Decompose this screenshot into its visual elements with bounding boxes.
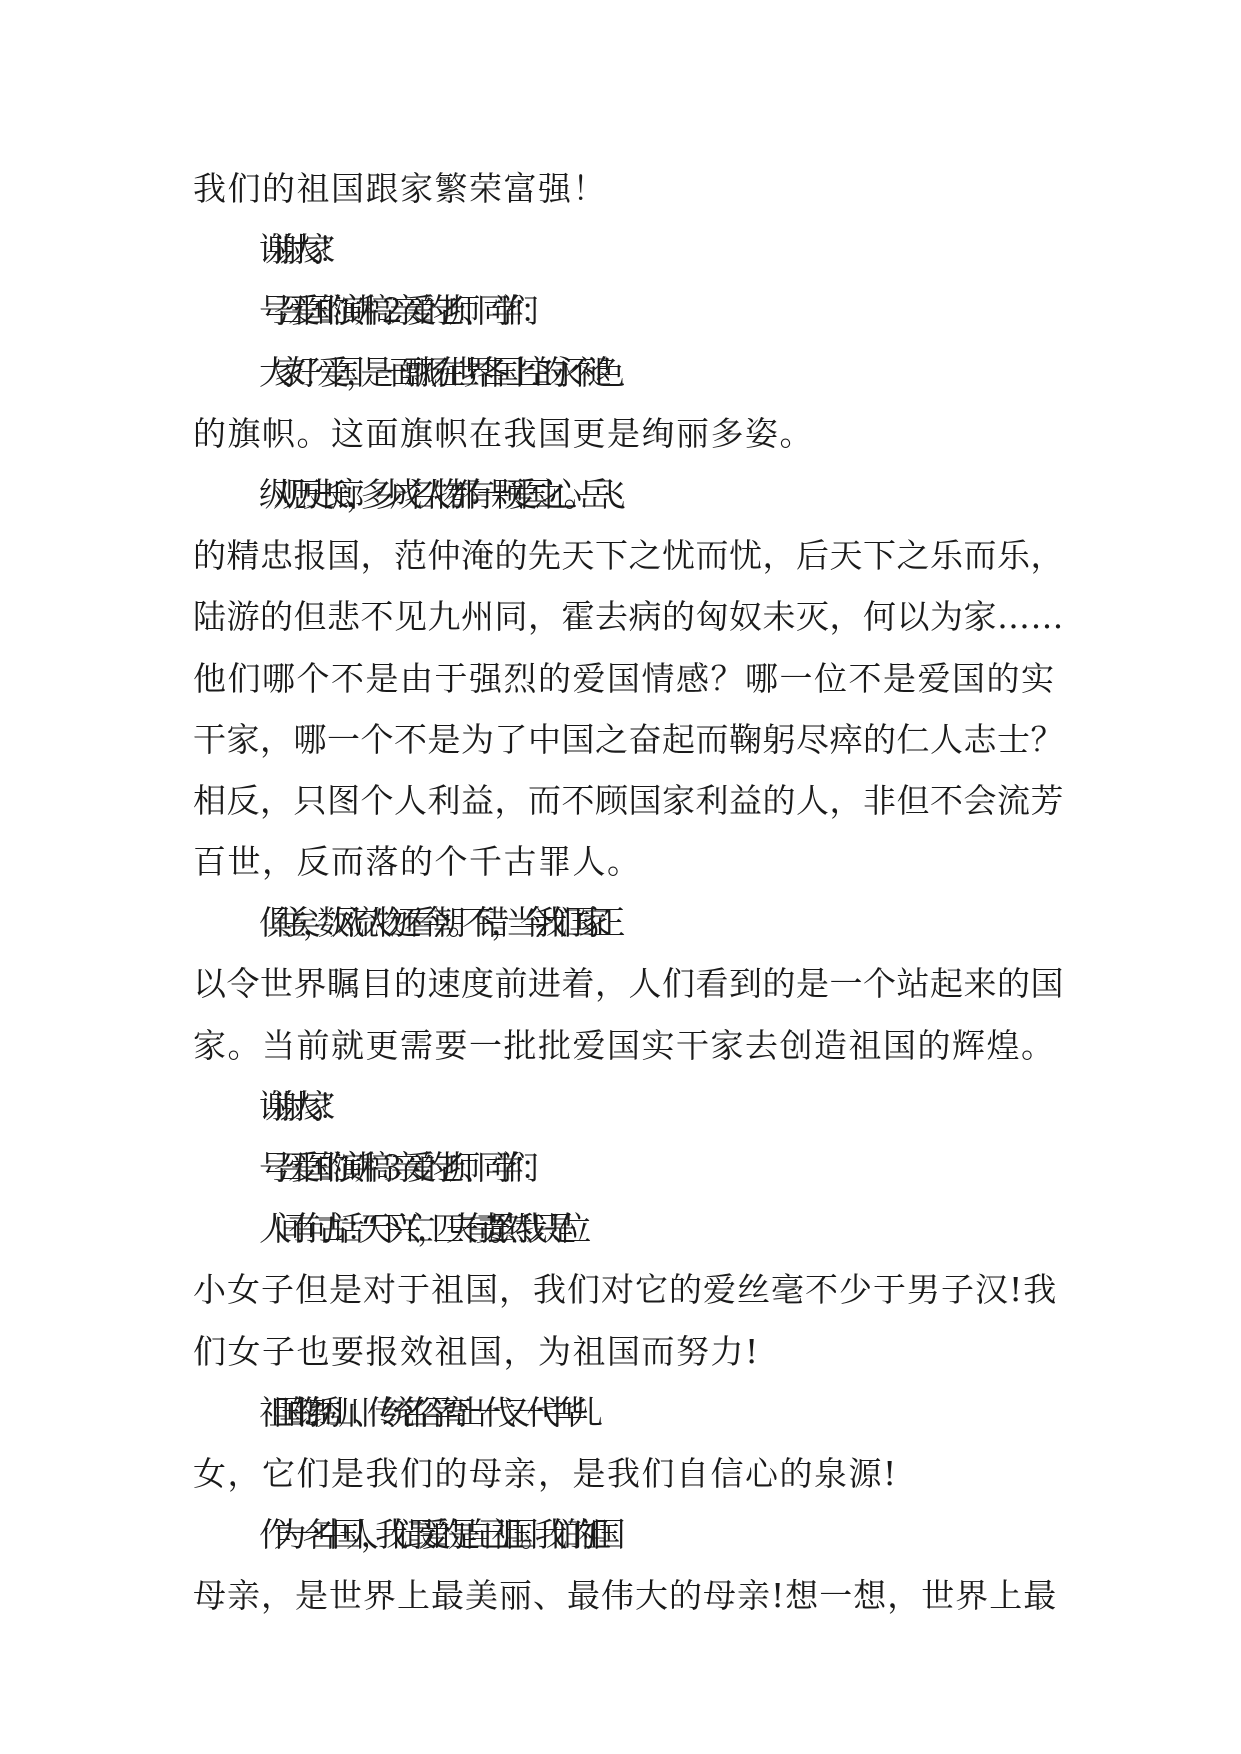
text-line: 谢谢大家！ xyxy=(259,1086,332,1126)
text-line: 号召爱国的演讲稿２亲爱的老师、同学们： xyxy=(259,291,535,331)
text-line: 以令世界瞩目的速度前进着，人们看到的是一个站起来的国 xyxy=(193,964,1064,1004)
text-line: 他们哪个不是由于强烈的爱国情感？哪一位不是爱国的实 xyxy=(193,658,1056,698)
text-line: 百世，反而落的个千古罪人。 xyxy=(193,842,642,882)
text-line: 人间有句古话：“天下兴亡，匹夫有责。”虽然我只是位 xyxy=(259,1209,573,1249)
text-line: 作为一名中国人，我们最爱的是自己祖国。我们的祖国 xyxy=(259,1515,607,1555)
text-line: 家。当前就更需要一批批爱国实干家去创造祖国的辉煌。 xyxy=(193,1025,1056,1065)
document-body xyxy=(193,158,1063,1627)
text-line: 号召爱国的演讲稿３亲爱的老师、同学们： xyxy=(259,1148,535,1187)
text-line: 陆游的但悲不见九州同，霍去病的匈奴未灭，何以为家…… xyxy=(193,597,1064,637)
text-line: 干家，哪一个不是为了中国之奋起而鞠躬尽瘁的仁人志士？ xyxy=(193,719,1064,759)
text-line: 的精忠报国，范仲淹的先天下之忧而忧，后天下之乐而乐， xyxy=(193,536,1064,576)
text-line: 谢谢大家！ xyxy=(259,230,332,270)
text-line: 大家好！爱国，是一面飘扬在世界各国上空的永不褪色 xyxy=(259,352,607,392)
text-line: 们女子也要报效祖国，为祖国而努力! xyxy=(193,1331,760,1371)
text-line: 母亲，是世界上最美丽、最伟大的母亲!想一想，世界上最 xyxy=(193,1576,1058,1616)
text-line: 我们的祖国跟家繁荣富强！ xyxy=(193,169,607,208)
text-line: 的旗帜。这面旗帜在我国更是绚丽多姿。 xyxy=(193,413,814,453)
text-line: 纵观历史长廊，多少成名人物都有一颗爱国之心。岳飞 xyxy=(259,474,607,514)
text-line: 小女子但是对于祖国，我们对它的爱丝毫不少于男子汉!我 xyxy=(193,1270,1058,1310)
text-line: 相反，只图个人利益，而不顾国家利益的人，非但不会流芳 xyxy=(193,780,1064,820)
text-line: 女，它们是我们的母亲，是我们自信心的泉源! xyxy=(193,1453,898,1493)
text-line: 祖国的.锦绣山川、传统名俗孕育出一代又一代中华儿 xyxy=(259,1392,585,1432)
text-line: 俱往矣，数风流人物还看今朝。不错，当今我们国家正 xyxy=(259,903,607,943)
